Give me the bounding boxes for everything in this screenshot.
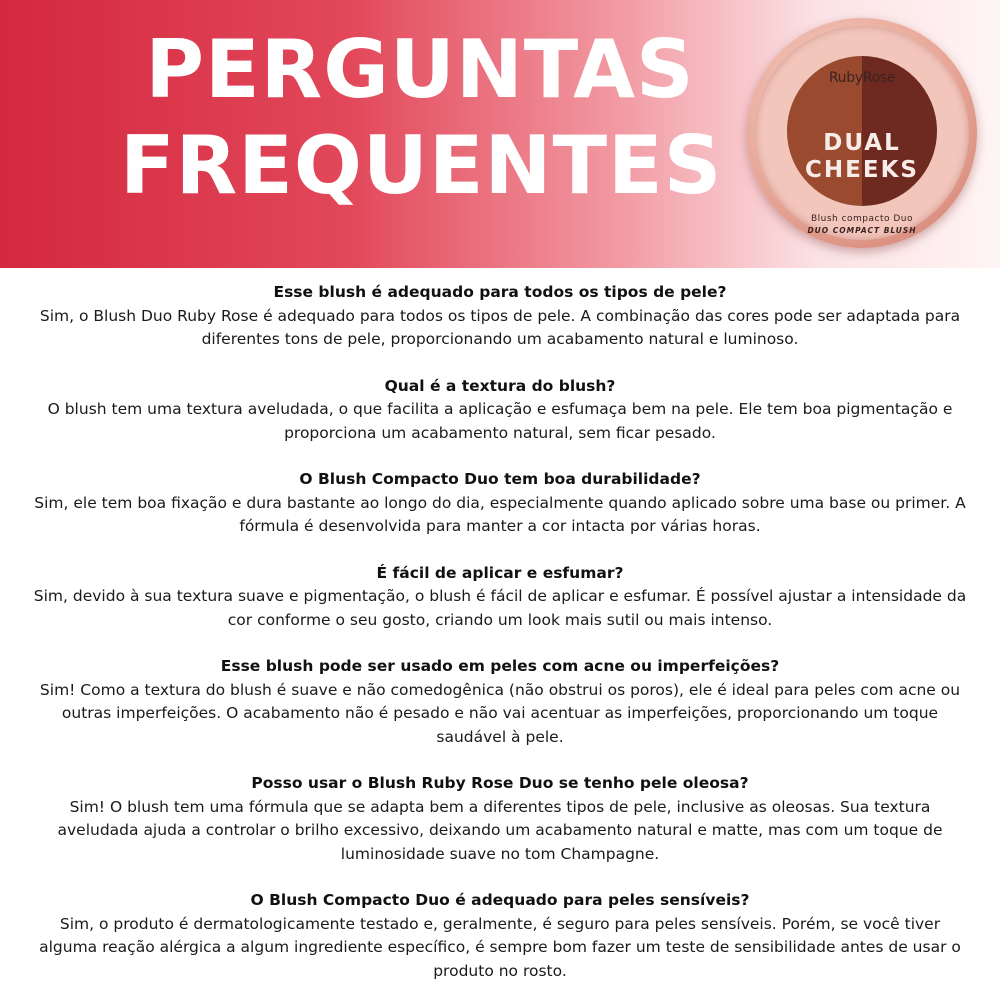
faq-answer: Sim! O blush tem uma fórmula que se adapta bem a diferentes tipos de pele, inclusive as oleosas. Sua textura aveludada ajuda a controlar o brilho excessivo, deixando um acabamento natural e matte, mas com um toque de luminosidade suave no tom Champagne. (57, 797, 943, 863)
title-line-2: FREQUENTES (120, 119, 723, 212)
product-image-compact (747, 18, 977, 268)
product-subtitle-en: DUO COMPACT BLUSH (807, 226, 917, 235)
faq-item (30, 468, 970, 539)
faq-item (30, 772, 970, 866)
faq-question: O Blush Compacto Duo é adequado para peles sensíveis? (250, 891, 750, 909)
product-name: DUAL CHEEKS (805, 130, 919, 183)
faq-question: Esse blush é adequado para todos os tipos de pele? (273, 283, 727, 301)
header-banner (0, 0, 1000, 268)
title-line-1: PERGUNTAS (145, 23, 695, 116)
faq-answer: Sim! Como a textura do blush é suave e não comedogênica (não obstrui os poros), ele é ideal para peles com acne ou outras imperfeições. O acabamento não é pesado e não vai acentuar as imperfeições, proporcionando um toque saudável à pele. (39, 680, 961, 746)
faq-question: O Blush Compacto Duo tem boa durabilidade? (299, 470, 701, 488)
faq-item (30, 562, 970, 633)
faq-question: Posso usar o Blush Ruby Rose Duo se tenho pele oleosa? (251, 774, 749, 792)
faq-item (30, 375, 970, 446)
product-brand-logo: RubyRose (828, 70, 896, 86)
faq-answer: Sim, ele tem boa fixação e dura bastante ao longo do dia, especialmente quando aplicado sobre uma base ou primer. A fórmula é desenvolvida para manter a cor intacta por várias horas. (34, 493, 966, 535)
faq-question: Qual é a textura do blush? (384, 376, 616, 395)
product-subtitle: Blush compacto Duo (810, 214, 914, 224)
faq-question: É fácil de aplicar e esfumar? (376, 563, 624, 582)
page-title (120, 22, 723, 214)
faq-answer: Sim, devido à sua textura suave e pigmentação, o blush é fácil de aplicar e esfumar. É possível ajustar a intensidade da cor conforme o seu gosto, criando um look mais sutil ou mais intenso. (33, 587, 967, 629)
faq-answer: O blush tem uma textura aveludada, o que facilita a aplicação e esfumaça bem na pele. Ele tem boa pigmentação e proporciona um acabamento natural, sem ficar pesado. (47, 400, 953, 442)
faq-item (30, 655, 970, 749)
faq-question: Esse blush pode ser usado em peles com acne ou imperfeições? (220, 657, 780, 675)
faq-item (30, 889, 970, 983)
faq-answer: Sim, o Blush Duo Ruby Rose é adequado para todos os tipos de pele. A combinação das cores pode ser adaptada para diferentes tons de pele, proporcionando um acabamento natural e luminoso. (39, 306, 961, 348)
faq-item (30, 281, 970, 352)
faq-list (30, 281, 970, 1006)
faq-answer: Sim, o produto é dermatologicamente testado e, geralmente, é seguro para peles sensíveis. Porém, se você tiver alguma reação alérgica a algum ingrediente específico, é sempre bom fazer um teste de sensibilidade antes de usar o produto no rosto. (39, 914, 961, 980)
